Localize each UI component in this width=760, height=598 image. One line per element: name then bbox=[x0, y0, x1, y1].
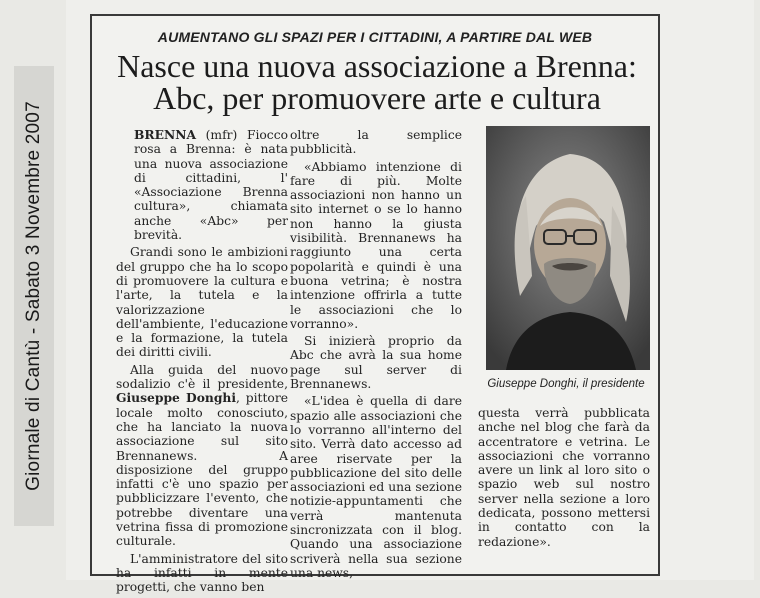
paragraph-3 bbox=[116, 363, 288, 549]
paragraph-8: «L'idea è quella di dare spazio alle associazioni che lo vorranno all'interno del sito. Verrà dato accesso ad aree riservate per la pubblicazione del sito delle associazioni ed una sezione notizie-appuntamenti che verrà mantenuta sincronizzata con il blog. Quando una associazione scriverà nella sua sezione una news, bbox=[290, 394, 462, 580]
article-column-3 bbox=[478, 406, 650, 552]
article-frame bbox=[90, 14, 660, 595]
paragraph-2: Grandi sono le ambizioni del gruppo che ha lo scopo di promuovere la cultura e l'arte, la tutela e la valorizzazione dell'ambiente, l'educazione e la formazione, la tutela dei diritti civili. bbox=[116, 245, 288, 360]
president-name: Giuseppe Donghi bbox=[116, 390, 237, 406]
portrait-photo bbox=[486, 126, 650, 370]
paragraph-3-end: , pittore locale molto conosciuto, che ha lanciato la nuova associazione sul sito Brennanews. A disposizione del gruppo infatti c'è uno spazio per pubblicizzare l'evento, che potrebbe diventare una vetrina fissa di promozione culturale. bbox=[116, 391, 288, 549]
paragraph-4: L'amministratore del sito ha infatti in mente progetti, che vanno ben bbox=[116, 551, 288, 595]
source-date-text: Giornale di Cantù - Sabato 3 Novembre 2007 bbox=[23, 101, 44, 491]
portrait-illustration bbox=[486, 126, 650, 370]
newspaper-source-label bbox=[14, 66, 54, 526]
paragraph-6: «Abbiamo intenzione di fare di più. Molte associazioni non hanno un sito internet o se lo hanno non hanno la giusta visibilità. Brennanews ha raggiunto una certa popolarità e quindi è una buona vetrina; è nostra intenzione offrirla a tutte le associazioni che lo vorranno». bbox=[290, 159, 462, 331]
headline-line-2: Abc, per promuovere arte e cultura bbox=[153, 80, 601, 116]
paragraph-9: questa verrà pubblicata anche nel blog che farà da accentratore e vetrina. Le associazioni che vorranno avere un link al loro sito o spazio web sul nostro server nella sezione a loro dedicata, possono mettersi in contatto con la redazione». bbox=[478, 406, 650, 549]
paragraph-1 bbox=[116, 128, 288, 242]
paragraph-1-text: (mfr) Fiocco rosa a Brenna: è nata una nuova associazione di cittadini, l' «Associazione Brenna cultura», chiamata anche «Abc» per brevità. bbox=[134, 128, 288, 243]
headline-line-1: Nasce una nuova associazione a Brenna: bbox=[117, 48, 637, 84]
dateline: BRENNA bbox=[134, 127, 197, 142]
article-column-2 bbox=[290, 128, 462, 583]
photo-caption: Giuseppe Donghi, il presidente bbox=[487, 378, 645, 390]
article-kicker: AUMENTANO GLI SPAZI PER I CITTADINI, A PARTIRE DAL WEB bbox=[157, 29, 593, 45]
article-headline bbox=[102, 50, 652, 114]
paragraph-5: oltre la semplice pubblicità. bbox=[290, 128, 462, 157]
article-column-1 bbox=[116, 128, 288, 598]
paragraph-7: Si inizierà proprio da Abc che avrà la sua home page sul server di Brennanews. bbox=[290, 334, 462, 392]
paragraph-3-start: Alla guida del nuovo sodalizio c'è il presidente, bbox=[116, 362, 288, 392]
